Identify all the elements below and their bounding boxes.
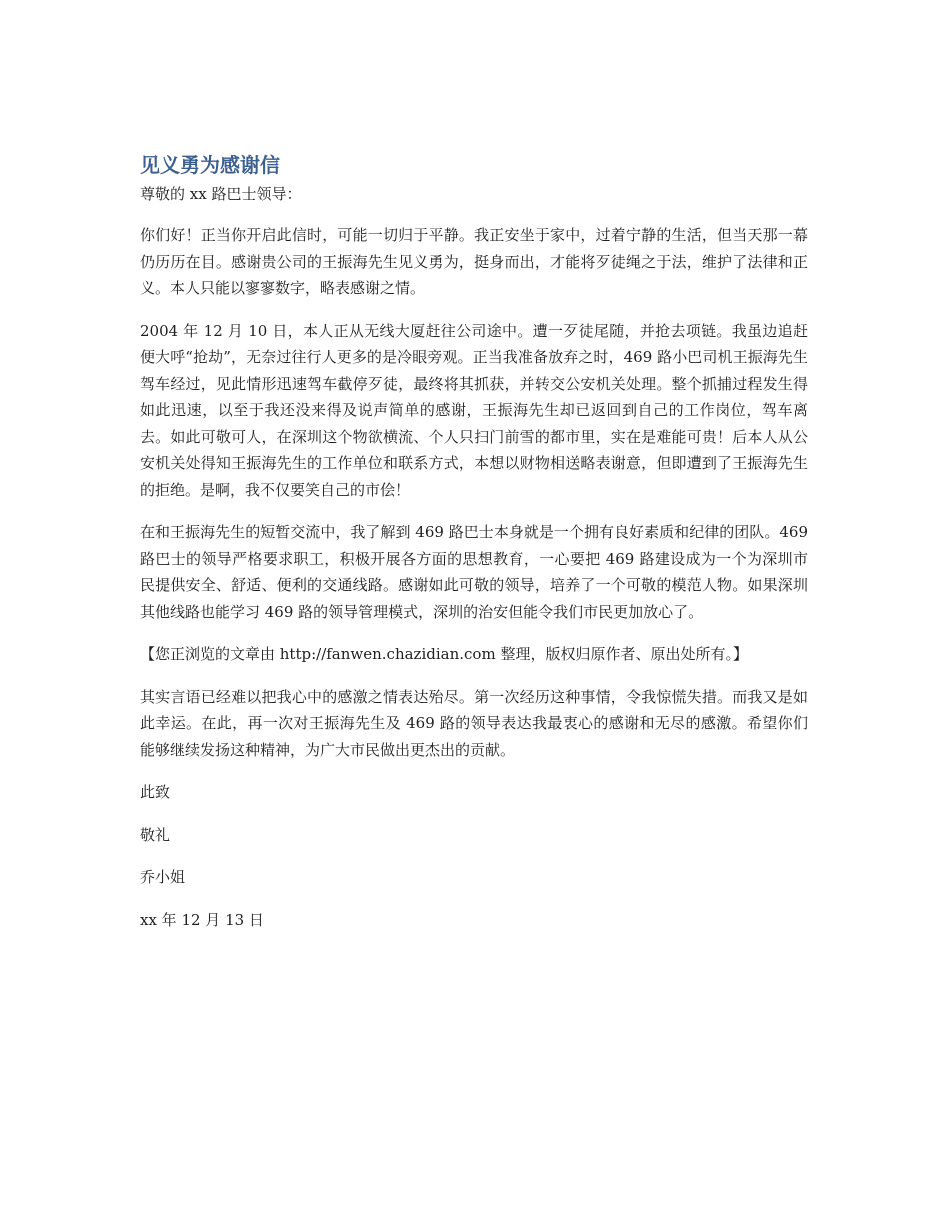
regards: 敬礼 xyxy=(140,825,171,844)
closing: 此致 xyxy=(140,783,171,801)
signature: 乔小姐 xyxy=(140,868,186,886)
letter-title: 见义勇为感谢信 xyxy=(140,153,280,177)
letter-page xyxy=(140,150,808,933)
source-notice: 【您正浏览的文章由 http://fanwen.chazidian.com 整理，版权归原作者、原出处所有。】 xyxy=(140,645,748,663)
paragraph-thanks: 其实言语已经难以把我心中的感激之情表达殆尽。第一次经历这种事情，令我惊慌失措。而我又是如此幸运。在此，再一次对王振海先生及 469 路的领导表达我最衷心的感谢和无尽的感激。希望你们能够继续发扬这种精神，为广大市民做出更杰出的贡献。 xyxy=(140,687,808,759)
paragraph-team: 在和王振海先生的短暂交流中，我了解到 469 路巴士本身就是一个拥有良好素质和纪律的团队。469 路巴士的领导严格要求职工，积极开展各方面的思想教育，一心要把 469 路建设成为一个为深圳市民提供安全、舒适、便利的交通线路。感谢如此可敬的领导，培养了一个可敬的模范人物。如果深圳其他线路也能学习 469 路的领导管理模式，深圳的治安但能令我们市民更加放心了。 xyxy=(140,523,808,621)
salutation: 尊敬的 xx 路巴士领导： xyxy=(140,185,302,203)
letter-date: xx 年 12 月 13 日 xyxy=(140,910,264,929)
paragraph-greeting: 你们好！正当你开启此信时，可能一切归于平静。我正安坐于家中，过着宁静的生活，但当天那一幕仍历历在目。感谢贵公司的王振海先生见义勇为，挺身而出，才能将歹徒绳之于法，维护了法律和正义。本人只能以寥寥数字，略表感谢之情。 xyxy=(140,226,808,297)
paragraph-incident: 2004 年 12 月 10 日，本人正从无线大厦赶往公司途中。遭一歹徒尾随，并抢去项链。我虽边追赶便大呼“抢劫”，无奈过往行人更多的是冷眼旁观。正当我准备放弃之时，469 路小巴司机王振海先生驾车经过，见此情形迅速驾车截停歹徒，最终将其抓获，并转交公安机关处理。整个抓捕过程发生得如此迅速，以至于我还没来得及说声简单的感谢，王振海先生却已返回到自己的工作岗位，驾车离去。如此可敬可人，在深圳这个物欲横流、个人只扫门前雪的都市里，实在是难能可贵！后本人从公安机关处得知王振海先生的工作单位和联系方式，本想以财物相送略表谢意，但即遭到了王振海先生的拒绝。是啊，我不仅要笑自己的市侩！ xyxy=(140,321,808,499)
